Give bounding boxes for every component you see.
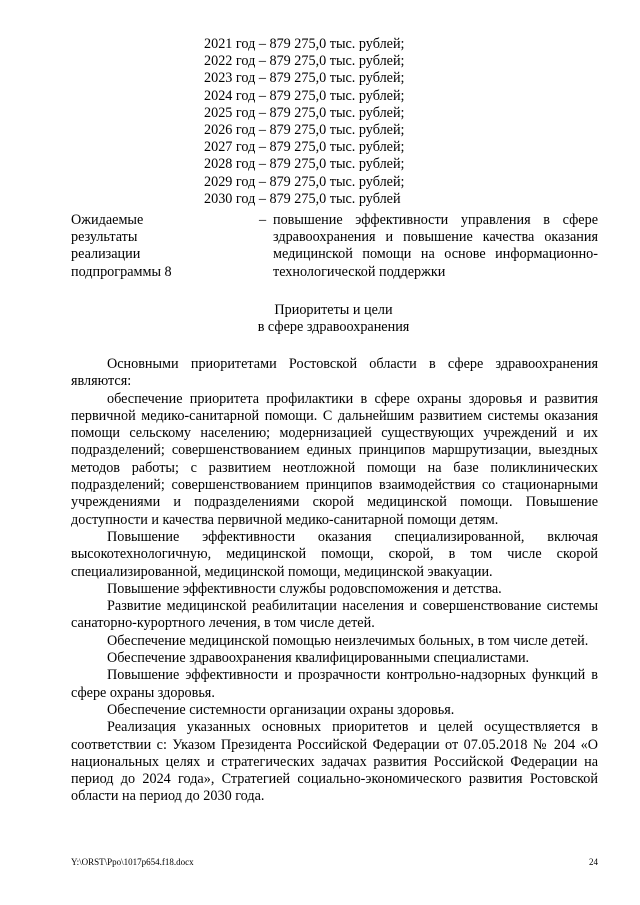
paragraph: Основными приоритетами Ростовской области в сфере здравоохранения являются: (71, 356, 598, 390)
funding-by-year-list (204, 36, 464, 208)
funding-line: 2030 год – 879 275,0 тыс. рублей (204, 190, 401, 207)
paragraph: Повышение эффективности службы родовспоможения и детства. (107, 580, 502, 597)
funding-line: 2027 год – 879 275,0 тыс. рублей; (204, 139, 405, 156)
paragraph: Обеспечение здравоохранения квалифицированными специалистами. (107, 650, 530, 667)
page-number: 24 (589, 857, 598, 867)
page-footer (71, 856, 598, 870)
row-dash: – (259, 212, 267, 228)
heading-line: Приоритеты и цели (274, 302, 393, 318)
body-text (71, 356, 598, 806)
funding-line: 2026 год – 879 275,0 тыс. рублей; (204, 122, 405, 139)
funding-line: 2024 год – 879 275,0 тыс. рублей; (204, 87, 405, 104)
funding-line: 2028 год – 879 275,0 тыс. рублей; (204, 156, 405, 173)
section-heading (70, 302, 597, 336)
paragraph: Обеспечение системности организации охраны здоровья. (107, 701, 455, 718)
funding-line: 2021 год – 879 275,0 тыс. рублей; (204, 36, 405, 52)
paragraph: Повышение эффективности и прозрачности контрольно-надзорных функций в сфере охраны здоровья. (71, 667, 598, 701)
expected-results-label: Ожидаемые результаты реализации подпрограммы 8 (71, 212, 172, 280)
funding-line: 2023 год – 879 275,0 тыс. рублей; (204, 70, 405, 87)
heading-line: в сфере здравоохранения (257, 319, 410, 336)
paragraph: обеспечение приоритета профилактики в сфере охраны здоровья и развития первичной медико-санитарной помощи. С дальнейшим развитием системы оказания помощи сельскому населению; модернизацией существующих учреждений и их подразделений; совершенствованием единых принципов маршрутизации, выездных методов работы; с развитием неотложной помощи на базе поликлинических подразделений; совершенствованием принципов взаимодействия со стационарными учреждениями и подразделениями скорой медицинской помощи. Повышение доступности и качества первичной медико-санитарной помощи детям. (71, 390, 598, 528)
paragraph: Развитие медицинской реабилитации населения и совершенствование системы санаторно-курортного лечения, в том числе детей. (71, 598, 598, 632)
expected-results-value: повышение эффективности управления в сфере здравоохранения и повышение качества оказания медицинской помощи на основе информационно-технологической поддержки (273, 212, 598, 280)
paragraph: Обеспечение медицинской помощью неизлечимых больных, в том числе детей. (107, 632, 589, 649)
funding-line: 2029 год – 879 275,0 тыс. рублей; (204, 173, 405, 190)
paragraph: Повышение эффективности оказания специализированной, включая высокотехнологичную, медицинской помощи, скорой, в том числе скорой специализированной, медицинской помощи, медицинской эвакуации. (71, 528, 598, 580)
file-path: Y:\ORST\Ppo\1017p654.f18.docx (71, 857, 194, 867)
funding-line: 2022 год – 879 275,0 тыс. рублей; (204, 53, 405, 70)
funding-line: 2025 год – 879 275,0 тыс. рублей; (204, 104, 405, 121)
paragraph: Реализация указанных основных приоритетов и целей осуществляется в соответствии с: Указом Президента Российской Федерации от 07.05.2018 № 204 «О национальных целях и стратегических задачах развития Российской Федерации на период до 2024 года», Стратегией социально-экономического развития Ростовской области на период до 2030 года. (71, 719, 598, 805)
